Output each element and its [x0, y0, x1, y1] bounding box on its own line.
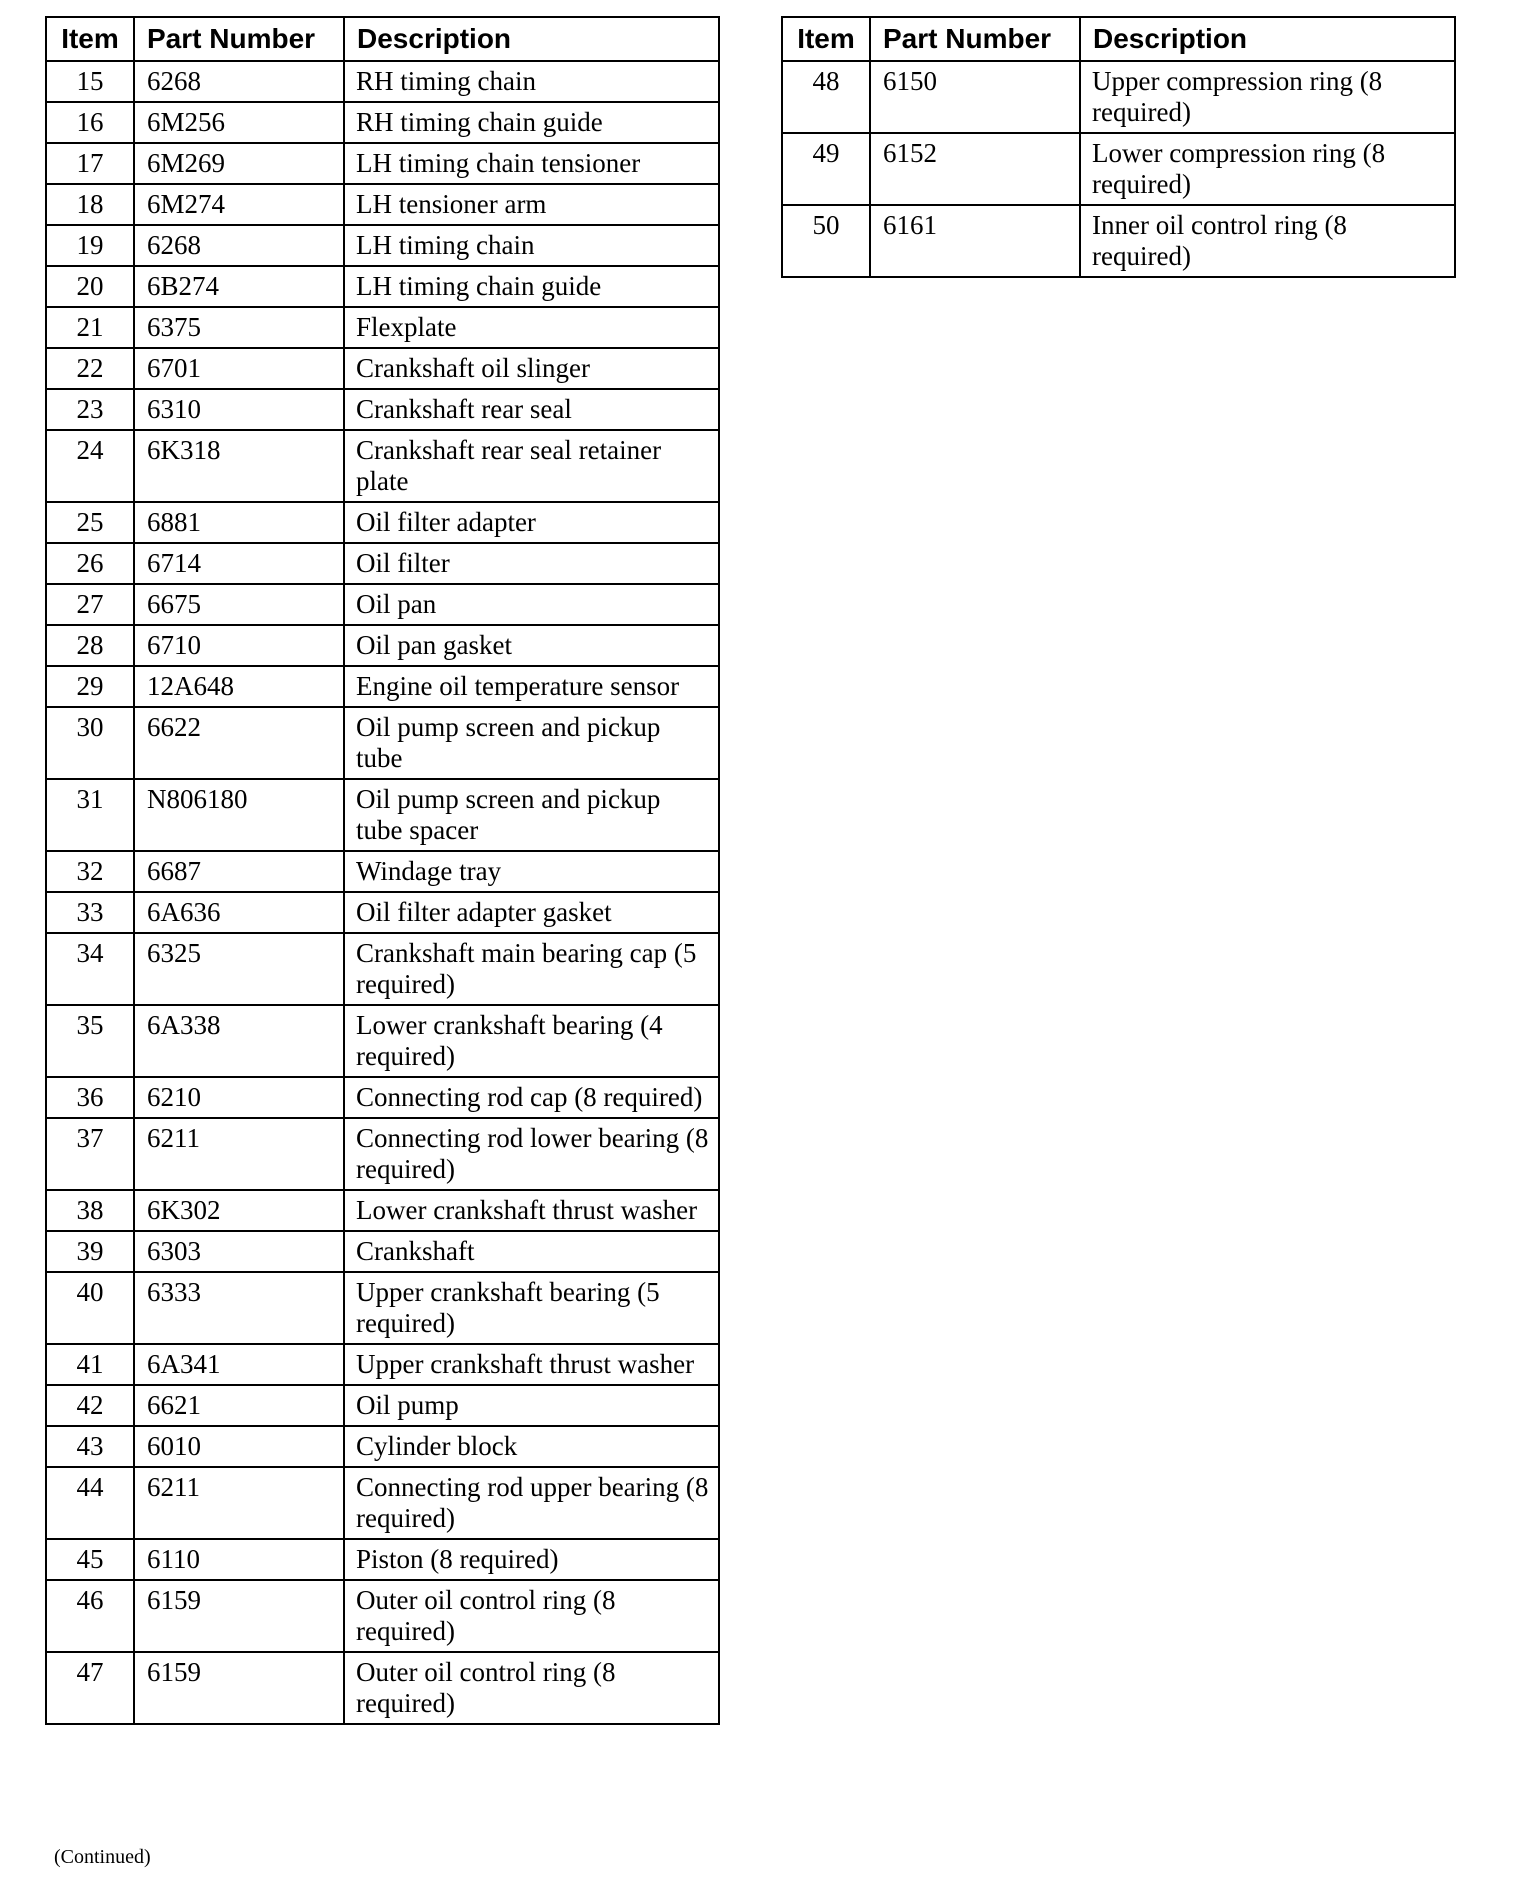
description-cell: Upper crankshaft bearing (5 required)	[344, 1272, 719, 1344]
part-number-cell: 6159	[134, 1652, 344, 1724]
description-cell: Oil pan	[344, 584, 719, 625]
description-cell: Piston (8 required)	[344, 1539, 719, 1580]
description-cell: Windage tray	[344, 851, 719, 892]
item-cell: 41	[46, 1344, 134, 1385]
table-row	[46, 1077, 719, 1118]
description-cell: Flexplate	[344, 307, 719, 348]
item-cell: 21	[46, 307, 134, 348]
parts-table-right	[781, 16, 1456, 278]
continued-note: (Continued)	[54, 1846, 151, 1868]
description-cell: Upper crankshaft thrust washer	[344, 1344, 719, 1385]
description-cell: Crankshaft oil slinger	[344, 348, 719, 389]
table-row	[46, 1580, 719, 1652]
part-number-cell: 6010	[134, 1426, 344, 1467]
item-cell: 26	[46, 543, 134, 584]
description-cell: Crankshaft main bearing cap (5 required)	[344, 933, 719, 1005]
part-number-cell: 6881	[134, 502, 344, 543]
item-cell: 42	[46, 1385, 134, 1426]
description-cell: RH timing chain	[344, 61, 719, 102]
item-cell: 44	[46, 1467, 134, 1539]
part-number-cell: 6303	[134, 1231, 344, 1272]
part-number-cell: 6159	[134, 1580, 344, 1652]
part-number-cell: 6M256	[134, 102, 344, 143]
description-cell: Crankshaft	[344, 1231, 719, 1272]
table-row	[46, 389, 719, 430]
part-number-cell: 6268	[134, 61, 344, 102]
table-row	[46, 266, 719, 307]
part-number-cell: 6M269	[134, 143, 344, 184]
description-cell: Oil filter	[344, 543, 719, 584]
description-cell: Oil pump screen and pickup tube spacer	[344, 779, 719, 851]
part-number-cell: 6675	[134, 584, 344, 625]
table-row	[46, 61, 719, 102]
item-cell: 46	[46, 1580, 134, 1652]
item-cell: 50	[782, 205, 870, 277]
header-part-number: Part Number	[134, 17, 344, 61]
part-number-cell: 6A636	[134, 892, 344, 933]
table-row	[46, 666, 719, 707]
description-cell: Outer oil control ring (8 required)	[344, 1580, 719, 1652]
table-row	[46, 430, 719, 502]
description-cell: LH timing chain guide	[344, 266, 719, 307]
table-row	[46, 1426, 719, 1467]
item-cell: 16	[46, 102, 134, 143]
item-cell: 49	[782, 133, 870, 205]
table-row	[46, 851, 719, 892]
description-cell: Oil pan gasket	[344, 625, 719, 666]
table-row	[46, 1272, 719, 1344]
description-cell: Cylinder block	[344, 1426, 719, 1467]
part-number-cell: 6K318	[134, 430, 344, 502]
part-number-cell: 6333	[134, 1272, 344, 1344]
description-cell: LH timing chain	[344, 225, 719, 266]
header-item: Item	[782, 17, 870, 61]
item-cell: 37	[46, 1118, 134, 1190]
item-cell: 17	[46, 143, 134, 184]
description-cell: Crankshaft rear seal	[344, 389, 719, 430]
item-cell: 43	[46, 1426, 134, 1467]
part-number-cell: 6687	[134, 851, 344, 892]
item-cell: 20	[46, 266, 134, 307]
table-row	[46, 102, 719, 143]
item-cell: 18	[46, 184, 134, 225]
table-row	[46, 225, 719, 266]
part-number-cell: 6M274	[134, 184, 344, 225]
item-cell: 29	[46, 666, 134, 707]
header-item: Item	[46, 17, 134, 61]
item-cell: 27	[46, 584, 134, 625]
part-number-cell: 6K302	[134, 1190, 344, 1231]
table-row	[46, 348, 719, 389]
item-cell: 48	[782, 61, 870, 133]
description-cell: Outer oil control ring (8 required)	[344, 1652, 719, 1724]
table-row	[46, 584, 719, 625]
description-cell: Lower compression ring (8 required)	[1080, 133, 1455, 205]
table-row	[46, 625, 719, 666]
part-number-cell: 6152	[870, 133, 1080, 205]
table-row	[46, 1539, 719, 1580]
table-row	[46, 779, 719, 851]
table-row	[46, 502, 719, 543]
item-cell: 22	[46, 348, 134, 389]
description-cell: Lower crankshaft thrust washer	[344, 1190, 719, 1231]
table-row	[46, 1190, 719, 1231]
item-cell: 28	[46, 625, 134, 666]
description-cell: RH timing chain guide	[344, 102, 719, 143]
item-cell: 45	[46, 1539, 134, 1580]
table-body	[46, 61, 719, 1724]
item-cell: 15	[46, 61, 134, 102]
part-number-cell: 6A341	[134, 1344, 344, 1385]
table-header-row	[46, 17, 719, 61]
part-number-cell: 6211	[134, 1467, 344, 1539]
table-row	[782, 133, 1455, 205]
table-row	[46, 1344, 719, 1385]
part-number-cell: 6375	[134, 307, 344, 348]
part-number-cell: 6161	[870, 205, 1080, 277]
part-number-cell: 6714	[134, 543, 344, 584]
item-cell: 40	[46, 1272, 134, 1344]
item-cell: 36	[46, 1077, 134, 1118]
table-row	[46, 143, 719, 184]
part-number-cell: 6A338	[134, 1005, 344, 1077]
table-row	[46, 892, 719, 933]
part-number-cell: 6150	[870, 61, 1080, 133]
part-number-cell: 6710	[134, 625, 344, 666]
part-number-cell: 6325	[134, 933, 344, 1005]
part-number-cell: 6622	[134, 707, 344, 779]
description-cell: LH tensioner arm	[344, 184, 719, 225]
parts-table-left	[45, 16, 720, 1725]
table-row	[46, 1231, 719, 1272]
item-cell: 47	[46, 1652, 134, 1724]
item-cell: 34	[46, 933, 134, 1005]
description-cell: Inner oil control ring (8 required)	[1080, 205, 1455, 277]
table-row	[46, 184, 719, 225]
part-number-cell: 6621	[134, 1385, 344, 1426]
table-row	[46, 1385, 719, 1426]
description-cell: Engine oil temperature sensor	[344, 666, 719, 707]
description-cell: Oil pump	[344, 1385, 719, 1426]
part-number-cell: 6210	[134, 1077, 344, 1118]
description-cell: Oil filter adapter gasket	[344, 892, 719, 933]
table-row	[46, 933, 719, 1005]
table-row	[46, 707, 719, 779]
item-cell: 39	[46, 1231, 134, 1272]
description-cell: LH timing chain tensioner	[344, 143, 719, 184]
description-cell: Connecting rod cap (8 required)	[344, 1077, 719, 1118]
item-cell: 25	[46, 502, 134, 543]
part-number-cell: N806180	[134, 779, 344, 851]
table-row	[46, 1005, 719, 1077]
part-number-cell: 6211	[134, 1118, 344, 1190]
table-row	[46, 1467, 719, 1539]
part-number-cell: 6310	[134, 389, 344, 430]
description-cell: Lower crankshaft bearing (4 required)	[344, 1005, 719, 1077]
part-number-cell: 6268	[134, 225, 344, 266]
description-cell: Crankshaft rear seal retainer plate	[344, 430, 719, 502]
item-cell: 23	[46, 389, 134, 430]
table-row	[46, 1118, 719, 1190]
item-cell: 33	[46, 892, 134, 933]
part-number-cell: 12A648	[134, 666, 344, 707]
table-row	[46, 543, 719, 584]
table-row	[782, 205, 1455, 277]
description-cell: Upper compression ring (8 required)	[1080, 61, 1455, 133]
item-cell: 19	[46, 225, 134, 266]
description-cell: Oil pump screen and pickup tube	[344, 707, 719, 779]
description-cell: Connecting rod lower bearing (8 required)	[344, 1118, 719, 1190]
item-cell: 30	[46, 707, 134, 779]
part-number-cell: 6110	[134, 1539, 344, 1580]
item-cell: 31	[46, 779, 134, 851]
part-number-cell: 6B274	[134, 266, 344, 307]
table-body	[782, 61, 1455, 277]
item-cell: 32	[46, 851, 134, 892]
item-cell: 35	[46, 1005, 134, 1077]
header-part-number: Part Number	[870, 17, 1080, 61]
header-description: Description	[344, 17, 719, 61]
table-row	[46, 307, 719, 348]
header-description: Description	[1080, 17, 1455, 61]
table-header-row	[782, 17, 1455, 61]
description-cell: Connecting rod upper bearing (8 required)	[344, 1467, 719, 1539]
item-cell: 38	[46, 1190, 134, 1231]
item-cell: 24	[46, 430, 134, 502]
table-row	[782, 61, 1455, 133]
table-row	[46, 1652, 719, 1724]
part-number-cell: 6701	[134, 348, 344, 389]
description-cell: Oil filter adapter	[344, 502, 719, 543]
